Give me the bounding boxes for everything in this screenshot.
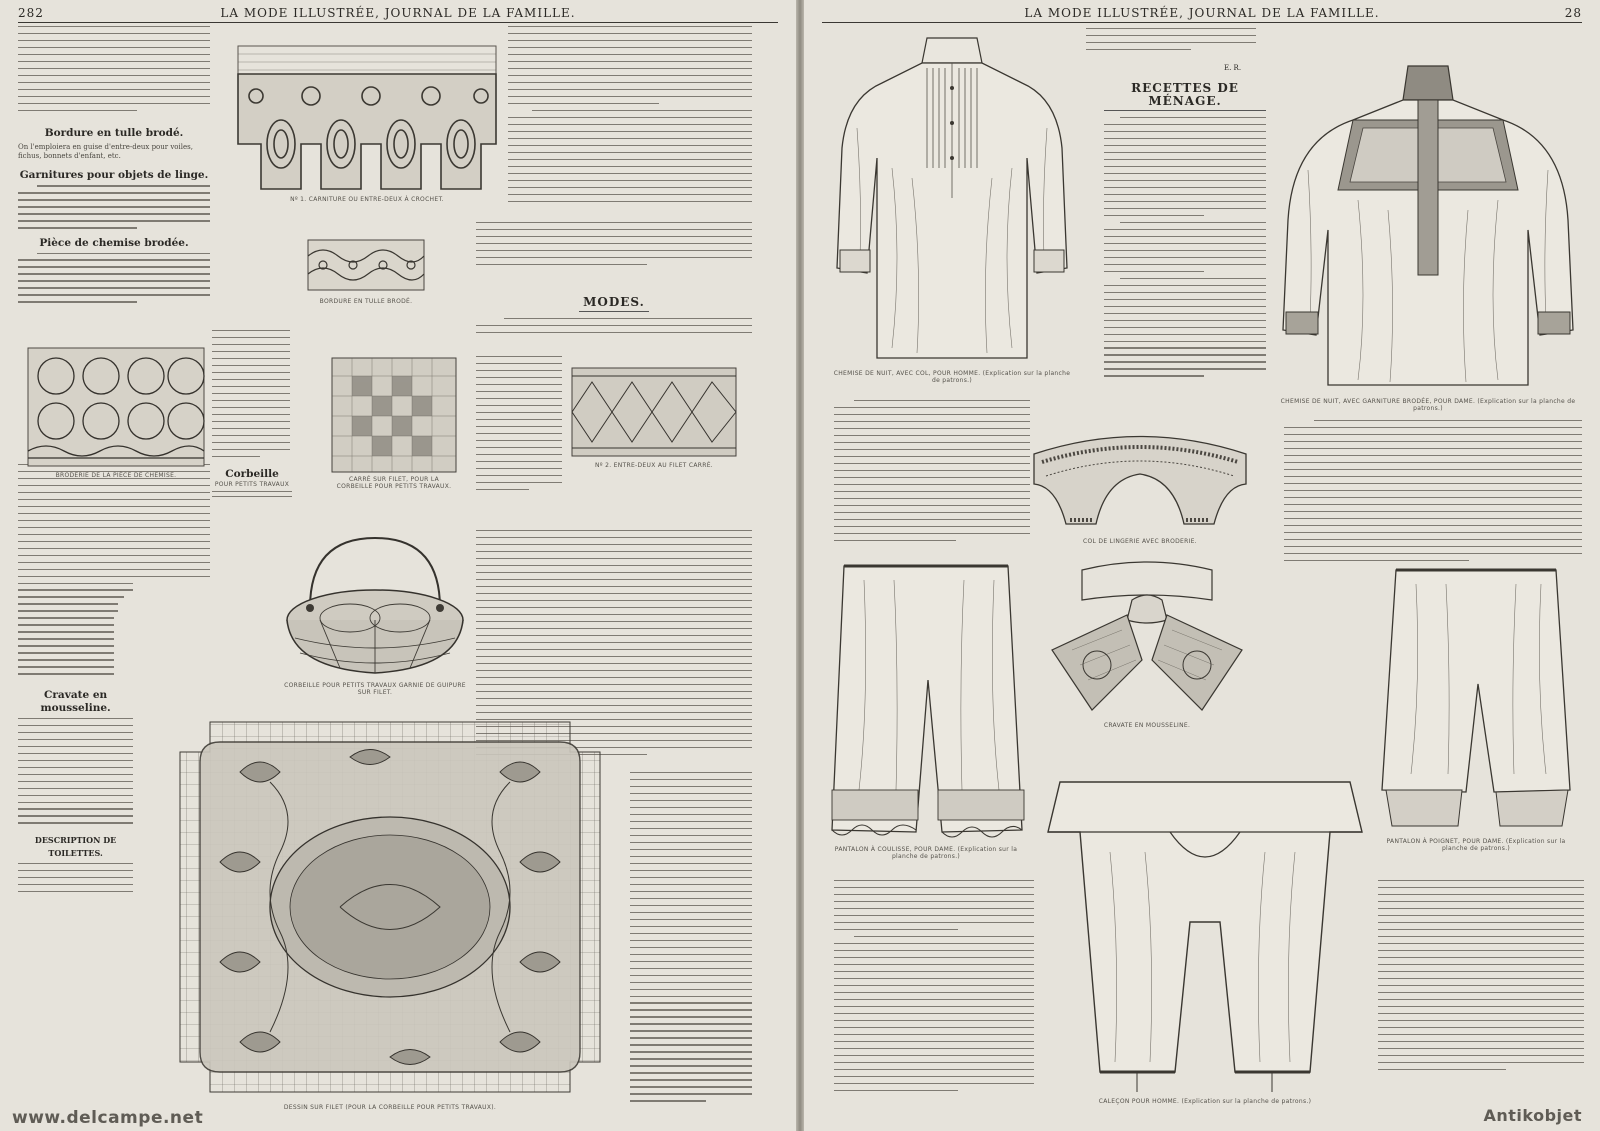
text-block [1086, 28, 1256, 50]
caption-entre-deux-1: Nº 1. CARNITURE OU ENTRE-DEUX À CROCHET. [290, 196, 444, 203]
caption-tulle: BORDURE EN TULLE BRODÉ. [319, 298, 413, 305]
figure-corbeille [280, 528, 470, 704]
heading-bordure: Bordure en tulle brodé. [44, 127, 184, 140]
caption-pantalon-coulisse: PANTALON À COULISSE, POUR DAME. (Explication sur la planche de patrons.) [834, 846, 1018, 860]
caption-corbeille: CORBEILLE POUR PETITS TRAVAUX GARNIE DE GUIPURE SUR FILET. [284, 682, 466, 696]
figure-entre-deux-crochet [236, 44, 498, 204]
caption-piece: BRODERIE DE LA PIÈCE DE CHEMISE. [55, 472, 177, 479]
running-head-title-left: LA MODE ILLUSTRÉE, JOURNAL DE LA FAMILLE. [220, 6, 576, 20]
right-col-left-text [834, 400, 1030, 568]
corbeille-sub: POUR PETITS TRAVAUX [214, 481, 290, 488]
spacer [1028, 600, 1044, 601]
recettes-block [1104, 78, 1266, 396]
running-head-title-right: LA MODE ILLUSTRÉE, JOURNAL DE LA FAMILLE. [1024, 6, 1380, 20]
text-block [508, 26, 752, 202]
figure-pantalon-poignet [1376, 564, 1576, 874]
text-block [1104, 117, 1266, 377]
modes-block [476, 296, 752, 356]
text-block [18, 253, 210, 303]
text-block [834, 880, 1034, 1091]
left-column-3-top [508, 26, 752, 222]
text-block [18, 863, 133, 892]
left-column-3-bottom [630, 772, 752, 1122]
heading-garnitures: Garnitures pour objets de linge. [19, 169, 209, 182]
book-gutter [796, 0, 804, 1131]
figure-calecon [1040, 772, 1370, 1122]
caption-entre-deux-2: Nº 2. ENTRE-DEUX AU FILET CARRÉ. [594, 462, 713, 469]
text-block [476, 318, 752, 333]
right-col-bottom-left [834, 880, 1034, 1120]
caption-col: COL DE LINGERIE AVEC BRODERIE. [1083, 538, 1197, 545]
caption-tapis: DESSIN SUR FILET (POUR LA CORBEILLE POUR PETITS TRAVAUX). [283, 1104, 497, 1111]
caption-calecon: CALEÇON POUR HOMME. (Explication sur la planche de patrons.) [1098, 1098, 1312, 1105]
left-column-narrow [212, 330, 290, 468]
text-block [1378, 880, 1584, 1070]
text-block [1284, 420, 1582, 561]
figure-chemise-dame [1278, 60, 1578, 416]
figure-pantalon-coulisse [824, 560, 1028, 872]
text-block [18, 185, 210, 228]
right-col-bottom-right [1378, 880, 1584, 1100]
text-block [630, 772, 752, 1102]
text-block [18, 457, 210, 675]
right-page [804, 0, 1600, 1131]
figure-cravate [1042, 560, 1252, 746]
heading-modes: MODES. [579, 296, 649, 312]
watermark-left: www.delcampe.net [12, 1108, 204, 1128]
figure-piece-chemise [26, 346, 206, 486]
caption-cravate: CRAVATE EN MOUSSELINE. [1103, 722, 1191, 729]
heading-description: DESCRIPTION DE TOILETTES. [34, 834, 117, 858]
heading-piece: Pièce de chemise brodée. [39, 236, 189, 249]
heading-recettes: RECETTES DE MÉNAGE. [1104, 82, 1266, 111]
caption-filet: CARRÉ SUR FILET, POUR LA CORBEILLE POUR PETITS TRAVAUX. [336, 476, 452, 490]
left-column-3-mid [476, 222, 752, 284]
left-column-3-narrow [476, 356, 562, 524]
text-block [18, 26, 210, 111]
bordure-text: On l'emploiera en guise d'entre-deux pour voiles, fichus, bonnets d'enfant, etc. [18, 143, 193, 161]
corbeille-heading-block [212, 468, 292, 528]
running-head-right [822, 4, 1582, 23]
right-col-top [1086, 28, 1256, 62]
page-number-right: 28 [1564, 6, 1582, 20]
figure-bordure-tulle [306, 236, 426, 308]
caption-pantalon-poignet: PANTALON À POIGNET, POUR DAME. (Explication sur la planche de patrons.) [1386, 838, 1566, 852]
text-block [212, 330, 290, 457]
figure-dessin-filet [150, 712, 630, 1122]
figure-col-lingerie [1024, 424, 1256, 554]
running-head-left [18, 4, 778, 23]
figure-carre-filet [330, 356, 458, 492]
heading-cravate: Cravate en mousseline. [40, 688, 111, 714]
watermark-right: Antikobjet [1483, 1106, 1582, 1125]
text-block [834, 400, 1030, 541]
text-block [476, 222, 752, 265]
caption-chemise-dame: CHEMISE DE NUIT, AVEC GARNITURE BRODÉE, POUR DAME. (Explication sur la planche de patrons.) [1280, 398, 1576, 412]
text-block [18, 718, 133, 824]
text-block [212, 491, 292, 497]
caption-chemise-homme: CHEMISE DE NUIT, AVEC COL, POUR HOMME. (Explication sur la planche de patrons.) [833, 370, 1071, 384]
page-number-left: 282 [18, 6, 44, 20]
figure-chemise-homme [832, 28, 1072, 390]
left-page [0, 0, 796, 1131]
text-block [476, 356, 562, 490]
heading-corbeille: Corbeille [225, 468, 279, 480]
signature: E. R. [1224, 64, 1242, 72]
figure-entre-deux-filet [570, 366, 738, 478]
